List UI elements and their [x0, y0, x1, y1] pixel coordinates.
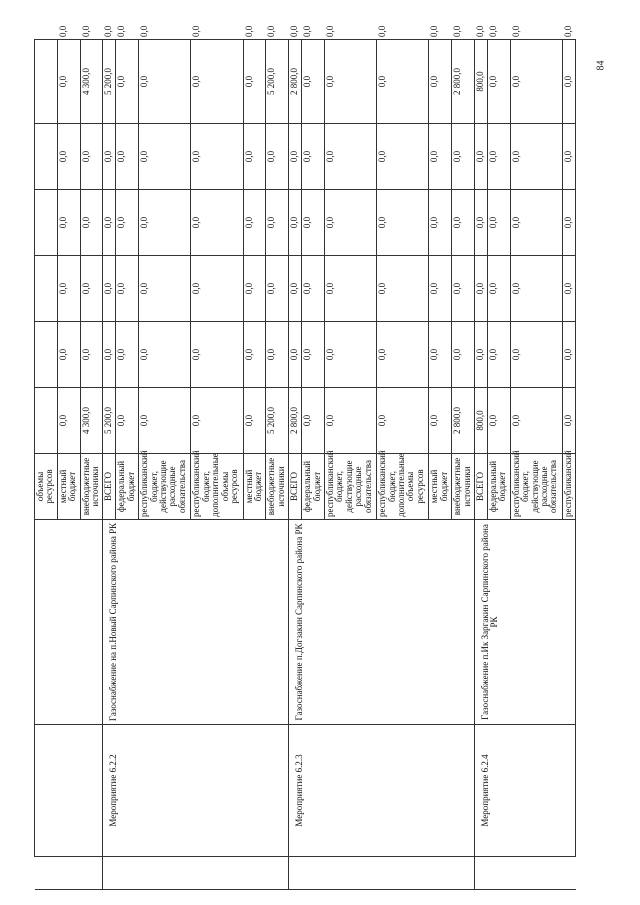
value-cell: 0,0 [475, 124, 488, 190]
funding-source-cell: внебюджетные источники [266, 454, 289, 520]
value-cell: 0,0 [80, 190, 103, 256]
value-cell: 0,0 [324, 388, 376, 454]
spacer-cell [116, 857, 139, 890]
value-cell: 0,0 [103, 190, 116, 256]
value-cell: 0,0 [563, 190, 576, 256]
spacer-cell [103, 857, 116, 890]
table-row [35, 40, 58, 890]
value-cell: 0,0 [266, 190, 289, 256]
value-cell: 0,0 [116, 322, 139, 388]
value-cell: 0,0 [80, 322, 103, 388]
value-cell: 0,0 [57, 256, 80, 322]
funding-source-cell: федеральный бюджет [302, 454, 325, 520]
spacer-cell [475, 857, 488, 890]
spacer-cell [289, 857, 302, 890]
value-cell [35, 256, 58, 322]
value-cell: 0,0 [289, 124, 302, 190]
spacer-cell [429, 857, 452, 890]
value-cell: 0,0 [266, 322, 289, 388]
value-cell: 0,0 [80, 256, 103, 322]
value-cell: 0,0 [302, 190, 325, 256]
value-cell: 0,0 [487, 256, 510, 322]
measure-name-cell: Газоснабжение на п.Новый Сарпинского района РК [103, 520, 289, 725]
spacer-cell [191, 857, 243, 890]
value-cell: 0,0 [243, 190, 266, 256]
value-cell: 0,0 [429, 190, 452, 256]
value-cell: 0,0 [487, 322, 510, 388]
value-cell: 0,0 [324, 322, 376, 388]
budget-table [34, 25, 576, 890]
table-row: федеральный бюджет 0,0 0,0 0,0 0,0 0,0 0,0 0,0 [302, 40, 325, 890]
value-cell: 0,0 [377, 124, 429, 190]
value-cell [35, 322, 58, 388]
value-cell: 0,0 [103, 124, 116, 190]
measure-cell: Мероприятие 6.2.3 [289, 725, 475, 857]
value-cell: 5 200,0 [266, 40, 289, 124]
value-cell: 0,0 [116, 124, 139, 190]
measure-cell [35, 725, 103, 857]
value-cell: 0,0 [191, 124, 243, 190]
spacer-cell [57, 857, 80, 890]
value-cell [35, 190, 58, 256]
funding-source-cell: республиканский бюджет, действующие расходные обязательства [139, 454, 191, 520]
value-cell: 0,0 [429, 256, 452, 322]
value-cell: 0,0 [302, 322, 325, 388]
value-cell: 0,0 [510, 190, 562, 256]
value-cell: 0,0 [139, 124, 191, 190]
value-cell: 0,0 [116, 388, 139, 454]
measure-cell: Мероприятие 6.2.4 [475, 725, 576, 857]
value-cell: 0,0 [116, 40, 139, 124]
funding-source-cell: ВСЕГО [103, 454, 116, 520]
funding-source-cell: республиканский [563, 454, 576, 520]
value-cell: 0,0 [57, 40, 80, 124]
funding-source-cell: федеральный бюджет [487, 454, 510, 520]
value-cell: 0,0 [103, 256, 116, 322]
value-cell: 2 800,0 [289, 388, 302, 454]
funding-source-cell: ВСЕГО [289, 454, 302, 520]
measure-name-cell: Газоснабжение п.Догзакин Сарпинского района РК [289, 520, 475, 725]
value-cell: 0,0 [302, 124, 325, 190]
value-cell: 0,0 [429, 124, 452, 190]
funding-source-cell: ВСЕГО [475, 454, 488, 520]
value-cell: 0,0 [103, 322, 116, 388]
value-cell: 0,0 [302, 388, 325, 454]
measure-name-cell [35, 520, 103, 725]
value-cell: 0,0 [475, 190, 488, 256]
value-cell: 0,0 [452, 322, 475, 388]
value-cell: 0,0 [563, 256, 576, 322]
value-cell: 0,0 [429, 40, 452, 124]
value-cell: 0,0 [302, 256, 325, 322]
spacer-cell [487, 857, 510, 890]
value-cell: 2 800,0 [452, 40, 475, 124]
value-cell: 0,0 [429, 388, 452, 454]
value-cell: 5 200,0 [266, 388, 289, 454]
value-cell: 4 300,0 [80, 388, 103, 454]
value-cell: 0,0 [487, 388, 510, 454]
value-cell: 0,0 [510, 124, 562, 190]
value-cell: 0,0 [429, 322, 452, 388]
funding-source-cell: внебюджетные источники [80, 454, 103, 520]
value-cell: 0,0 [510, 256, 562, 322]
value-cell: 0,0 [510, 40, 562, 124]
table-row: федеральный бюджет 0,0 0,0 0,0 0,0 0,0 0,0 0,0 [487, 40, 510, 890]
value-cell: 0,0 [487, 124, 510, 190]
funding-source-cell: республиканский бюджет, действующие расходные обязательства [324, 454, 376, 520]
value-cell: 0,0 [57, 190, 80, 256]
spacer-cell [563, 857, 576, 890]
table-row: внебюджетные источники 5 200,0 0,0 0,0 0,0 0,0 5 200,0 0,0 [266, 40, 289, 890]
value-cell: 0,0 [191, 40, 243, 124]
funding-source-cell: федеральный бюджет [116, 454, 139, 520]
funding-source-cell: местный бюджет [243, 454, 266, 520]
value-cell: 5 200,0 [103, 40, 116, 124]
value-cell [35, 388, 58, 454]
value-cell: 0,0 [377, 40, 429, 124]
funding-source-cell: объемы ресурсов [35, 454, 58, 520]
value-cell: 0,0 [377, 388, 429, 454]
value-cell: 0,0 [487, 190, 510, 256]
funding-source-cell: местный бюджет [57, 454, 80, 520]
measure-cell: Мероприятие 6.2.2 [103, 725, 289, 857]
value-cell: 2 800,0 [452, 388, 475, 454]
rotated-content [34, 25, 576, 890]
value-cell: 0,0 [266, 124, 289, 190]
funding-source-cell: республиканский бюджет, дополнительные объемы ресурсов [377, 454, 429, 520]
funding-source-cell: местный бюджет [429, 454, 452, 520]
value-cell: 0,0 [243, 256, 266, 322]
value-cell: 0,0 [116, 256, 139, 322]
table-body [35, 25, 576, 890]
value-cell: 0,0 [324, 124, 376, 190]
value-cell: 0,0 [289, 256, 302, 322]
spacer-cell [302, 857, 325, 890]
value-cell: 0,0 [191, 388, 243, 454]
table-row: республиканский бюджет, действующие расходные обязательства 0,0 0,0 0,0 0,0 0,0 0,0 0,0 [324, 40, 376, 890]
value-cell: 0,0 [243, 40, 266, 124]
value-cell: 0,0 [289, 190, 302, 256]
table-row: республиканский бюджет, действующие расходные обязательства 0,0 0,0 0,0 0,0 0,0 0,0 0,0 [510, 40, 562, 890]
value-cell: 800,0 [475, 388, 488, 454]
value-cell: 0,0 [324, 40, 376, 124]
funding-source-cell: республиканский бюджет, действующие расходные обязательства [510, 454, 562, 520]
spacer-cell [139, 857, 191, 890]
value-cell: 0,0 [475, 256, 488, 322]
table-row: внебюджетные источники 4 300,0 0,0 0,0 0,0 0,0 4 300,0 0,0 [80, 40, 103, 890]
value-cell: 0,0 [377, 322, 429, 388]
value-cell: 0,0 [563, 388, 576, 454]
value-cell: 0,0 [243, 388, 266, 454]
spacer-cell [510, 857, 562, 890]
table-row: федеральный бюджет 0,0 0,0 0,0 0,0 0,0 0,0 0,0 [116, 40, 139, 890]
value-cell: 2 800,0 [289, 40, 302, 124]
value-cell: 0,0 [563, 40, 576, 124]
value-cell [35, 40, 58, 124]
value-cell: 0,0 [452, 124, 475, 190]
value-cell: 800,0 [475, 40, 488, 124]
measure-name-cell: Газоснабжение п.Ик Заргакин Сарпинского района РК [475, 520, 576, 725]
value-cell: 0,0 [57, 124, 80, 190]
value-cell: 0,0 [510, 388, 562, 454]
value-cell: 0,0 [191, 322, 243, 388]
table-row: внебюджетные источники 2 800,0 0,0 0,0 0,0 0,0 2 800,0 0,0 [452, 40, 475, 890]
value-cell: 0,0 [324, 256, 376, 322]
value-cell: 0,0 [139, 388, 191, 454]
value-cell: 0,0 [116, 190, 139, 256]
spacer-cell [452, 857, 475, 890]
table-row: республиканский бюджет, дополнительные объемы ресурсов 0,0 0,0 0,0 0,0 0,0 0,0 0,0 [191, 40, 243, 890]
table-row: Мероприятие 6.2.2 Газоснабжение на п.Новый Сарпинского района РК ВСЕГО 5 200,0 0,0 0,0 0,0 0,0 5 200,0 0,0 [103, 40, 116, 890]
value-cell: 0,0 [191, 256, 243, 322]
spacer-cell [243, 857, 266, 890]
table-row: местный бюджет 0,0 0,0 0,0 0,0 0,0 0,0 0,0 [57, 40, 80, 890]
table-row: местный бюджет 0,0 0,0 0,0 0,0 0,0 0,0 0,0 [429, 40, 452, 890]
table-row: республиканский бюджет, дополнительные объемы ресурсов 0,0 0,0 0,0 0,0 0,0 0,0 0,0 [377, 40, 429, 890]
value-cell: 0,0 [563, 322, 576, 388]
spacer-cell [35, 857, 58, 890]
value-cell: 0,0 [57, 388, 80, 454]
value-cell: 0,0 [243, 124, 266, 190]
table-row: Мероприятие 6.2.4 Газоснабжение п.Ик Заргакин Сарпинского района РК ВСЕГО 800,0 0,0 0,0 0,0 0,0 800,0 0,0 [475, 40, 488, 890]
value-cell: 0,0 [377, 190, 429, 256]
value-cell: 0,0 [266, 256, 289, 322]
value-cell: 0,0 [191, 190, 243, 256]
spacer-cell [377, 857, 429, 890]
value-cell: 0,0 [475, 322, 488, 388]
value-cell: 0,0 [57, 322, 80, 388]
value-cell: 0,0 [563, 124, 576, 190]
value-cell: 5 200,0 [103, 388, 116, 454]
value-cell: 0,0 [139, 256, 191, 322]
page-number: 84 [595, 60, 607, 71]
spacer-cell [324, 857, 376, 890]
value-cell: 0,0 [302, 40, 325, 124]
spacer-cell [266, 857, 289, 890]
table-row: Мероприятие 6.2.3 Газоснабжение п.Догзакин Сарпинского района РК ВСЕГО 2 800,0 0,0 0,0 0,0 0,0 2 800,0 0,0 [289, 40, 302, 890]
value-cell: 0,0 [510, 322, 562, 388]
table-row: местный бюджет 0,0 0,0 0,0 0,0 0,0 0,0 0,0 [243, 40, 266, 890]
value-cell: 0,0 [324, 190, 376, 256]
value-cell: 0,0 [452, 190, 475, 256]
table-row: республиканский 0,0 0,0 0,0 0,0 0,0 0,0 0,0 [563, 40, 576, 890]
value-cell: 0,0 [139, 40, 191, 124]
funding-source-cell: республиканский бюджет, дополнительные объемы ресурсов [191, 454, 243, 520]
value-cell [35, 124, 58, 190]
funding-source-cell: внебюджетные источники [452, 454, 475, 520]
table-row: республиканский бюджет, действующие расходные обязательства 0,0 0,0 0,0 0,0 0,0 0,0 0,0 [139, 40, 191, 890]
value-cell: 4 300,0 [80, 40, 103, 124]
value-cell: 0,0 [289, 322, 302, 388]
value-cell: 0,0 [377, 256, 429, 322]
value-cell: 0,0 [80, 124, 103, 190]
spacer-cell [80, 857, 103, 890]
value-cell: 0,0 [487, 40, 510, 124]
value-cell: 0,0 [243, 322, 266, 388]
value-cell: 0,0 [139, 190, 191, 256]
value-cell: 0,0 [452, 256, 475, 322]
value-cell: 0,0 [139, 322, 191, 388]
